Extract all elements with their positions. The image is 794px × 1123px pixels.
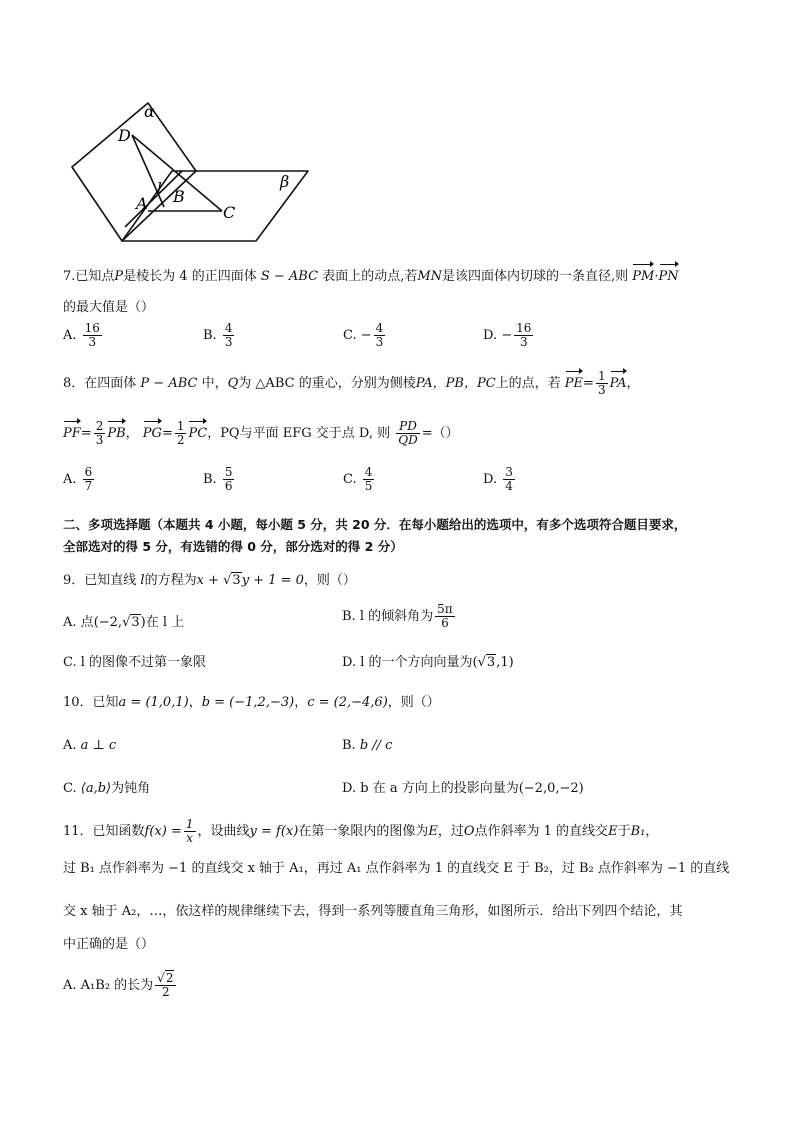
label-D: D <box>118 126 131 145</box>
label-A: A <box>136 194 148 213</box>
label-alpha: α <box>144 102 155 121</box>
option-7b: B. $\frac{4}{3}$ <box>203 321 233 349</box>
option-8a: A. $\frac{6}{7}$ <box>63 465 93 493</box>
planes-figure <box>60 95 320 245</box>
option-7a: A. $\frac{16}{3}$ <box>63 321 100 349</box>
option-7d: D. − $\frac{16}{3}$ <box>483 321 532 349</box>
option-9d: D. l 的一个方向向量为(√3,1) <box>342 655 514 670</box>
option-9b: B. l 的倾斜角为 $\frac{5\pi}{6}$ <box>342 602 453 630</box>
question-10-stem: 10．已知a = (1,0,1)，b = (−1,2,−3)，c = (2,−4,6)，则（） <box>63 695 440 710</box>
plane-alpha <box>72 103 196 241</box>
question-8-options <box>63 466 763 502</box>
label-C: C <box>223 203 236 222</box>
option-7c: C. − $\frac{4}{3}$ <box>343 321 384 349</box>
option-11a: A. A₁B₂ 的长为 $\frac{√2}{2}$ <box>63 972 178 999</box>
question-9-stem: 9．已知直线 l的方程为x + √3y + 1 = 0，则（） <box>63 573 356 588</box>
option-9a: A. 点(−2,√3)在 l 上 <box>63 615 185 630</box>
question-11-line-4: 中正确的是（） <box>63 937 155 952</box>
option-8d: D. $\frac{3}{4}$ <box>483 465 513 493</box>
label-B: B <box>173 187 185 206</box>
label-beta: β <box>280 172 290 191</box>
question-8-stem-2: PF= $\frac{2}{3}$ PB， PG= $\frac{1}{2}$ PC，PQ与平面 EFG 交于点 D, 则 $\frac{PD}{QD}$ =（） <box>63 419 459 447</box>
question-7-stem-end: 的最大值是（） <box>63 300 155 315</box>
section-2-heading: 二、多项选择题（本题共 4 小题，每小题 5 分，共 20 分．在每小题给出的选项中，有多个选项符合题目要求， 全部选对的得 5 分，有选错的得 0 分，部分选对的得 2 分） <box>63 517 687 554</box>
option-10b: B. b // c <box>342 738 393 753</box>
question-11-line-3: 交 x 轴于 A₂，…，依这样的规律继续下去，得到一系列等腰直角三角形，如图所示．给出下列四个结论，其 <box>63 904 683 919</box>
option-10a: A. a ⊥ c <box>63 738 117 753</box>
option-10c: C. ⟨a,b⟩为钝角 <box>63 781 151 796</box>
option-10d: D. b 在 a 方向上的投影向量为(−2,0,−2) <box>342 781 584 796</box>
option-8c: C. $\frac{4}{5}$ <box>343 465 373 493</box>
question-11-line-1: 11．已知函数f(x) = $\frac{1}{x}$ ，设曲线y = f(x)在第一象限内的图像为E，过O点作斜率为 1 的直线交E于B₁， <box>63 817 659 845</box>
question-7-options <box>63 322 763 358</box>
vector-pn: PN <box>658 269 679 284</box>
question-11-line-2: 过 B₁ 点作斜率为 −1 的直线交 x 轴于 A₁，再过 A₁ 点作斜率为 1 的直线交 E 于 B₂，过 B₂ 点作斜率为 −1 的直线 <box>63 861 730 876</box>
option-9c: C. l 的图像不过第一象限 <box>63 655 207 670</box>
label-l: l <box>157 179 162 197</box>
vector-pm: PM <box>632 269 655 284</box>
question-8-stem: 8．在四面体 P − ABC 中，Q为 △ABC 的重心，分别为侧棱PA，PB，PC上的点，若 PE= $\frac{1}{3}$ PA， <box>63 369 640 397</box>
question-7-stem: 7.已知点P是棱长为 4 的正四面体 S − ABC 表面上的动点,若MN是该四面体内切球的一条直径,则 PM·PN <box>63 269 679 284</box>
option-8b: B. $\frac{5}{6}$ <box>203 465 233 493</box>
